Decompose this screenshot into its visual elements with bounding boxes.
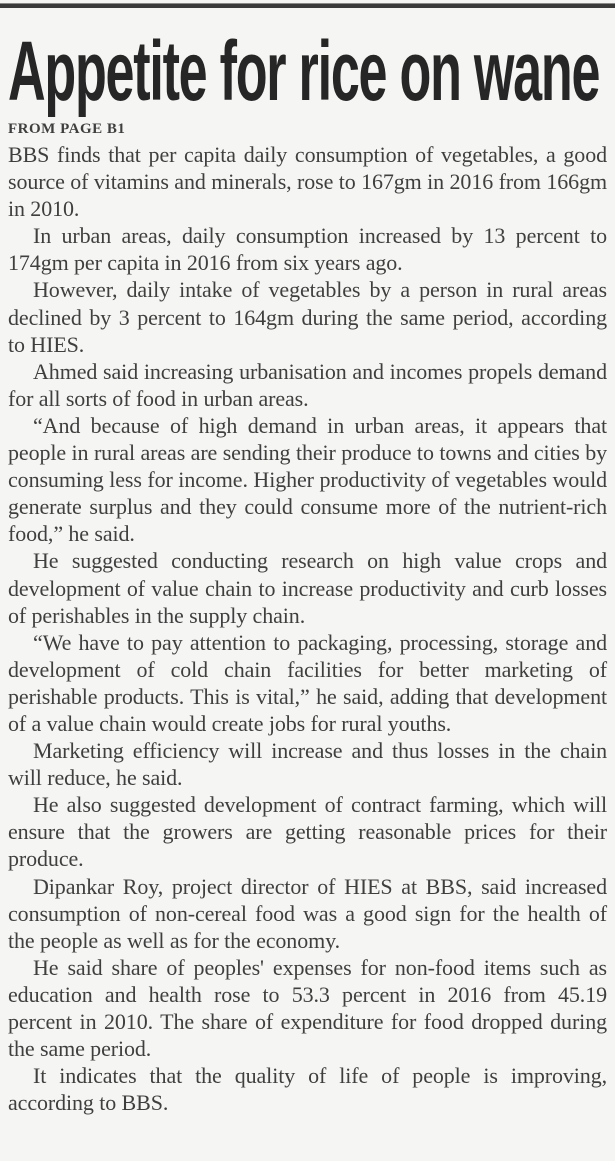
article-paragraph: Dipankar Roy, project director of HIES at BBS, said increased consumption of non-cereal food was a good sign for the health of the people as well as for the economy.	[8, 873, 607, 953]
article-paragraph: BBS finds that per capita daily consumption of vegetables, a good source of vitamins and minerals, rose to 167gm in 2016 from 166gm in 2010.	[8, 142, 607, 222]
article-body	[8, 141, 607, 1116]
article-paragraph: “And because of high demand in urban areas, it appears that people in rural areas are sending their produce to towns and cities by consuming less for income. Higher productivity of vegetables would generate surplus and they could consume more of the nutrient-rich food,” he said.	[8, 412, 607, 547]
top-divider-rule	[0, 3, 615, 8]
article-paragraph: “We have to pay attention to packaging, processing, storage and development of cold chain facilities for better marketing of perishable products. This is vital,” he said, adding that development of a value chain would create jobs for rural youths.	[8, 629, 607, 736]
article-paragraph: Marketing efficiency will increase and thus losses in the chain will reduce, he said.	[8, 738, 607, 791]
article-paragraph: It indicates that the quality of life of people is improving, according to BBS.	[8, 1063, 607, 1116]
article-paragraph: He suggested conducting research on high value crops and development of value chain to increase productivity and curb losses of perishables in the supply chain.	[8, 548, 607, 628]
article-paragraph: However, daily intake of vegetables by a person in rural areas declined by 3 percent to 164gm during the same period, according to HIES.	[8, 277, 607, 357]
article-paragraph: He said share of peoples' expenses for non-food items such as education and health rose to 53.3 percent in 2016 from 45.19 percent in 2010. The share of expenditure for food dropped during the same period.	[8, 954, 607, 1062]
article-paragraph: He also suggested development of contract farming, which will ensure that the growers are getting reasonable prices for their produce.	[8, 792, 607, 872]
article-paragraph: Ahmed said increasing urbanisation and incomes propels demand for all sorts of food in urban areas.	[8, 358, 607, 411]
continuation-kicker: FROM PAGE B1	[8, 121, 126, 137]
article-paragraph: In urban areas, daily consumption increased by 13 percent to 174gm per capita in 2016 from six years ago.	[8, 223, 607, 276]
headline-container	[8, 27, 607, 117]
article-headline: Appetite for rice on wane	[8, 27, 600, 117]
